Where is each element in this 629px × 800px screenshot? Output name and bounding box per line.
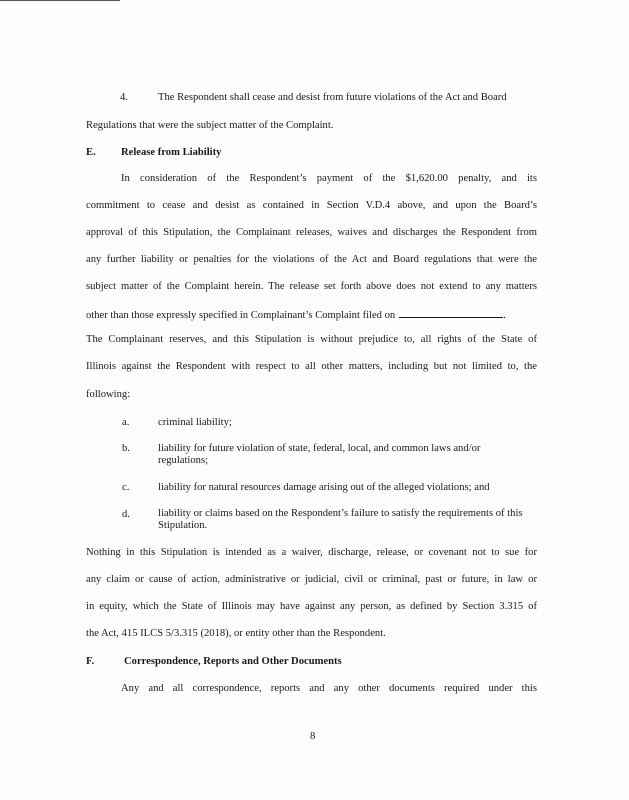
filing-date-period: . [503,310,506,321]
item-4-line-2: Regulations that were the subject matter of the Complaint. [86,120,334,131]
closing-line-4: the Act, 415 ILCS 5/3.315 (2018), or entity other than the Respondent. [86,628,386,639]
section-e-line-3: approval of this Stipulation, the Complainant releases, waives and discharges the Respondent from [86,227,537,238]
section-f-line-1: Any and all correspondence, reports and any other documents required under this [121,683,537,694]
section-e-line-4: any further liability or penalties for the violations of the Act and Board regulations that were the [86,254,537,265]
section-e-line-2: commitment to cease and desist as contained in Section V.D.4 above, and upon the Board’s [86,200,537,211]
section-f-heading: Correspondence, Reports and Other Documents [124,656,342,667]
closing-line-2: any claim or cause of action, administrative or judicial, civil or criminal, past or future, in law or [86,574,537,585]
section-e-heading: Release from Liability [121,147,222,158]
section-e-line-7: The Complainant reserves, and this Stipulation is without prejudice to, all rights of the State of [86,334,537,345]
list-item-b-letter: b. [122,443,130,454]
section-e-line-9: following: [86,389,131,400]
list-item-a-text: criminal liability; [158,417,232,428]
list-item-d-text: liability or claims based on the Respondent’s failure to satisfy the requirements of this Stipulation. [158,508,523,531]
list-item-a-letter: a. [122,417,130,428]
item-4-line-1: The Respondent shall cease and desist from future violations of the Act and Board [158,92,507,103]
section-e-line-5: subject matter of the Complaint herein. The release set forth above does not extend to any matters [86,281,537,292]
section-e-line-6 [86,308,506,322]
scan-edge-line [0,0,120,1]
list-item-d-letter: d. [122,509,130,520]
page-number: 8 [310,731,316,742]
list-item-b-text: liability for future violation of state, federal, local, and common laws and/or regulations; [158,443,481,466]
list-item-c-letter: c. [122,482,130,493]
section-e-line-1: In consideration of the Respondent’s payment of the $1,620.00 penalty, and its [121,173,537,184]
section-e-letter: E. [86,147,96,158]
section-f-letter: F. [86,656,95,667]
list-item-c-text: liability for natural resources damage arising out of the alleged violations; and [158,482,490,493]
closing-line-1: Nothing in this Stipulation is intended as a waiver, discharge, release, or covenant not to sue for [86,547,537,558]
section-e-line-6-text: other than those expressly specified in Complainant’s Complaint filed on [86,310,396,321]
filing-date-blank [399,308,503,318]
section-e-line-8: Illinois against the Respondent with respect to all other matters, including but not limited to, the [86,361,537,372]
closing-line-3: in equity, which the State of Illinois may have against any person, as defined by Section 3.315 of [86,601,537,612]
item-4-number: 4. [120,92,128,103]
